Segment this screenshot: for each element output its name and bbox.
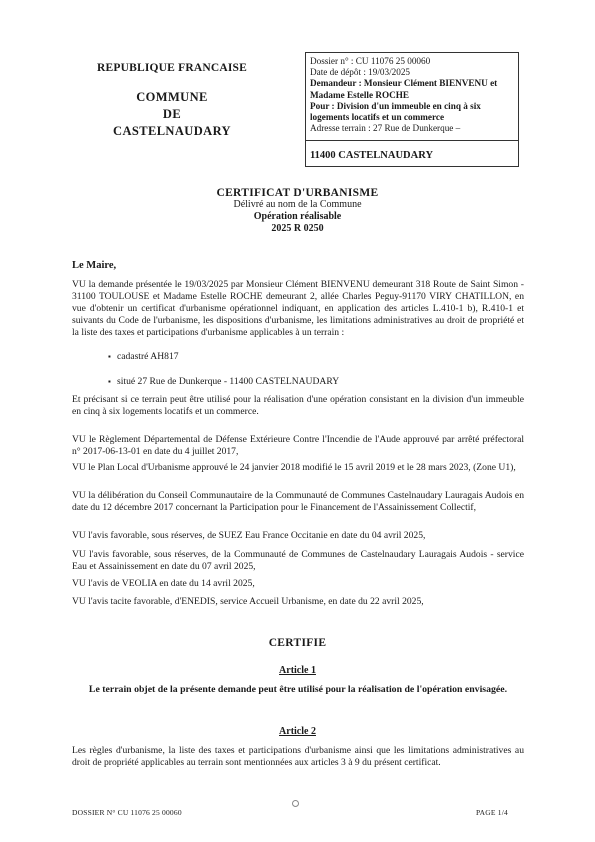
certificate-subtitle: Délivré au nom de la Commune bbox=[233, 199, 362, 210]
page-mark-icon bbox=[292, 800, 299, 807]
date-depot: Date de dépôt : 19/03/2025 bbox=[310, 67, 411, 78]
footer-page-number: PAGE 1/4 bbox=[476, 808, 508, 817]
vu-deliberation-paragraph: VU la délibération du Conseil Communautaire de la Communauté de Communes Castelnaudary Lauragais Audois en date du 12 décembre 2017 concernant la Participation pour le Financement de l'Assainissement Collectif, bbox=[72, 490, 524, 513]
footer-dossier-number: DOSSIER N° CU 11076 25 00060 bbox=[72, 808, 182, 817]
terrain-city: 11400 CASTELNAUDARY bbox=[310, 149, 434, 161]
vu-reglement-paragraph: VU le Règlement Départemental de Défense Extérieure Contre l'Incendie de l'Aude approuvé par arrêté préfectoral n° 2017-06-13-01 en date du 4 juillet 2017, bbox=[72, 434, 524, 457]
certificate-number: 2025 R 0250 bbox=[271, 223, 324, 234]
vu-veolia-paragraph: VU l'avis de VEOLIA en date du 14 avril 2025, bbox=[72, 578, 255, 589]
certifie-heading: CERTIFIE bbox=[268, 637, 327, 649]
dossier-info-box bbox=[305, 52, 519, 167]
demandeur-line-1: Demandeur : Monsieur Clément BIENVENU et bbox=[310, 78, 498, 89]
vu-communaute-paragraph: VU l'avis favorable, sous réserves, de la Communauté de Communes de Castelnaudary Lauragais Audois - service Eau et Assainissement en date du 07 avril 2025, bbox=[72, 549, 524, 572]
vu-suez-paragraph: VU l'avis favorable, sous réserves, de SUEZ Eau France Occitanie en date du 04 avril 2025, bbox=[72, 530, 426, 541]
pour-line-1: Pour : Division d'un immeuble en cinq à six bbox=[310, 100, 481, 111]
demandeur-line-2: Madame Estelle ROCHE bbox=[310, 89, 410, 100]
bullet-cadastre: ▪ cadastré AH817 bbox=[108, 351, 179, 363]
operation-status: Opération réalisable bbox=[253, 211, 342, 222]
article-1-title: Article 1 bbox=[279, 665, 316, 676]
vu-demande-paragraph: VU la demande présentée le 19/03/2025 par Monsieur Clément BIENVENU demeurant 318 Route de Saint Simon - 31100 TOULOUSE et Madame Estelle ROCHE demeurant 2, allée Charles Peguy-91170 VIRY CHATILLON, en vue d'obtenir un certificat d'urbanisme opérationnel indiquant, en application des articles L.410-1 b), R.410-1 et suivants du Code de l'urbanisme, les dispositions d'urbanisme, les limitations administratives au droit de propriété et la liste des taxes et participations d'urbanisme applicables à un terrain : bbox=[72, 279, 524, 338]
adresse-terrain: Adresse terrain : 27 Rue de Dunkerque – bbox=[310, 123, 461, 134]
article-1-text: Le terrain objet de la présente demande peut être utilisé pour la réalisation de l'opération envisagée. bbox=[88, 684, 508, 695]
vu-plu-paragraph: VU le Plan Local d'Urbanisme approuvé le 24 janvier 2018 modifié le 15 avril 2019 et le 28 mars 2023, (Zone U1), bbox=[72, 462, 516, 473]
certificate-title: CERTIFICAT D'URBANISME bbox=[216, 187, 379, 199]
dossier-number: Dossier n° : CU 11076 25 00060 bbox=[310, 56, 431, 66]
box-divider bbox=[306, 140, 518, 141]
article-2-title: Article 2 bbox=[279, 726, 316, 737]
le-maire-heading: Le Maire, bbox=[72, 260, 117, 271]
vu-enedis-paragraph: VU l'avis tacite favorable, d'ENEDIS, service Accueil Urbanisme, en date du 22 avril 2025, bbox=[72, 596, 424, 607]
bullet-adresse: ▪ situé 27 Rue de Dunkerque - 11400 CASTELNAUDARY bbox=[108, 376, 339, 388]
article-2-text: Les règles d'urbanisme, la liste des taxes et participations d'urbanisme ainsi que les limitations administratives au droit de propriété applicables au terrain sont mentionnées aux articles 3 à 9 du présent certificat. bbox=[72, 745, 524, 768]
republique-label: REPUBLIQUE FRANCAISE bbox=[96, 62, 247, 74]
certificate-title-block bbox=[0, 187, 595, 235]
commune-name: COMMUNE DE CASTELNAUDARY bbox=[113, 90, 231, 138]
pour-line-2: logements locatifs et un commerce bbox=[310, 112, 445, 123]
et-precisant-paragraph: Et précisant si ce terrain peut être utilisé pour la réalisation d'une opération consistant en la division d'un immeuble en cinq à six logements locatifs et un commerce. bbox=[72, 394, 524, 417]
issuer-header bbox=[72, 62, 272, 140]
